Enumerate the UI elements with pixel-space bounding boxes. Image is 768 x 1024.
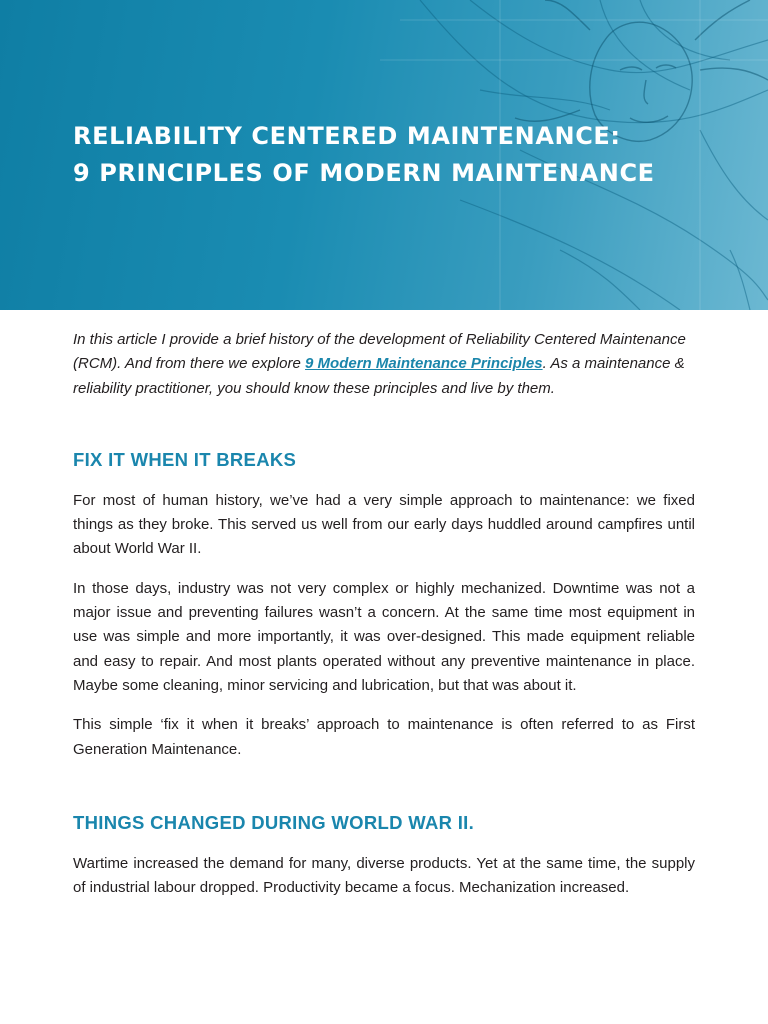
article-body bbox=[73, 328, 695, 915]
page-title-line-1: RELIABILITY CENTERED MAINTENANCE: bbox=[73, 122, 621, 150]
page-title bbox=[73, 118, 733, 192]
principles-link[interactable]: 9 Modern Maintenance Principles bbox=[305, 355, 543, 373]
paragraph: For most of human history, we’ve had a very simple approach to maintenance: we fixed things as they broke. This served us well from our early days huddled around campfires until about World War II. bbox=[73, 491, 695, 558]
section-heading: FIX IT WHEN IT BREAKS bbox=[73, 448, 297, 470]
section-world-war-ii bbox=[73, 812, 695, 901]
intro-text-after: . As a maintenance & reliability practitioner, you should know these principles and live by them. bbox=[73, 355, 685, 397]
paragraph: Wartime increased the demand for many, diverse products. Yet at the same time, the supply of industrial labour dropped. Productivity became a focus. Mechanization increased. bbox=[73, 854, 695, 897]
intro-paragraph bbox=[73, 328, 695, 401]
paragraph: In those days, industry was not very complex or highly mechanized. Downtime was not a major issue and preventing failures wasn’t a concern. At the same time most equipment in use was simple and more importantly, it was over-designed. This made equipment reliable and easy to repair. And most plants operated without any preventive maintenance in place. Maybe some cleaning, minor servicing and lubrication, but that was about it. bbox=[73, 579, 695, 694]
intro-text-before: In this article I provide a brief history of the development of Reliability Centered Maintenance (RCM). And from there we explore bbox=[73, 331, 686, 373]
page-title-line-2: 9 PRINCIPLES OF MODERN MAINTENANCE bbox=[73, 159, 655, 187]
section-heading: THINGS CHANGED DURING WORLD WAR II. bbox=[73, 811, 475, 833]
hero-banner bbox=[0, 0, 768, 310]
section-fix-it-when-it-breaks bbox=[73, 449, 695, 762]
paragraph: This simple ‘fix it when it breaks’ approach to maintenance is often referred to as First Generation Maintenance. bbox=[73, 716, 695, 758]
